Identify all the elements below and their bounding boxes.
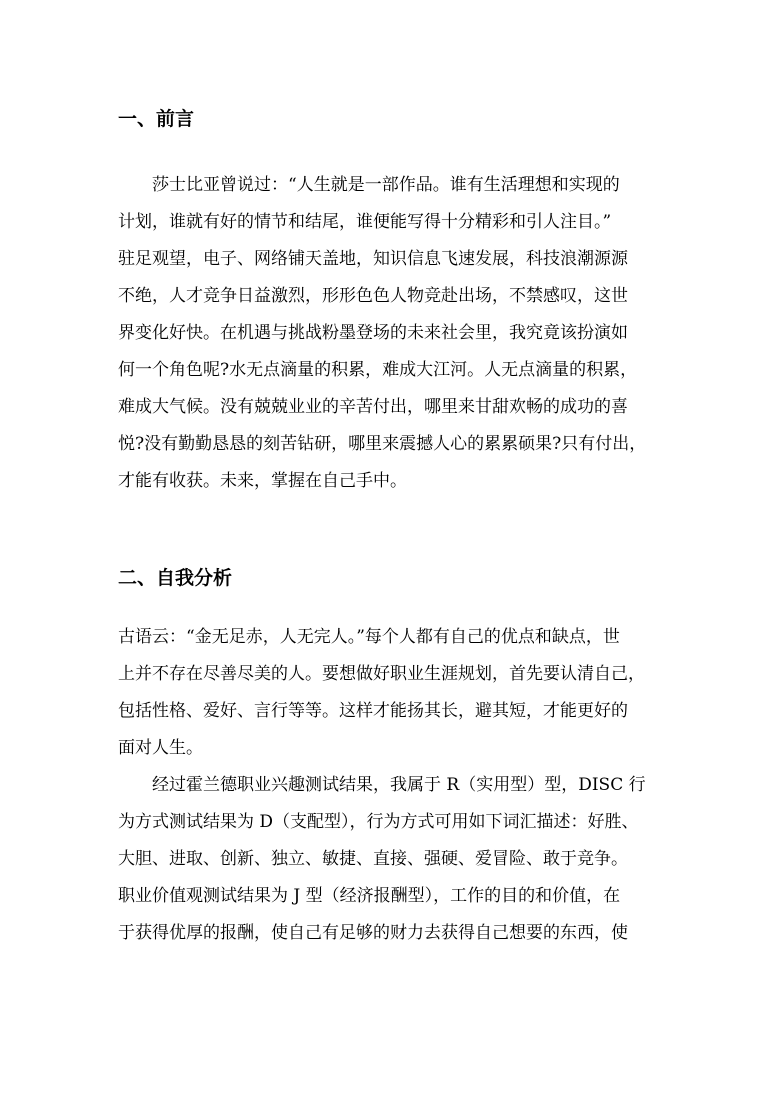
paragraph-preface bbox=[118, 167, 666, 500]
section-heading-self-analysis: 二、自我分析 bbox=[118, 567, 233, 589]
paragraph-line: 才能有收获。未来，掌握在自己手中。 bbox=[118, 471, 407, 491]
paragraph-self-analysis-intro bbox=[118, 619, 666, 767]
paragraph-line: 悦?没有勤勤恳恳的刻苦钻研，哪里来震撼人心的累累硕果?只有付出， bbox=[118, 434, 647, 454]
paragraph-line: 于获得优厚的报酬，使自己有足够的财力去获得自己想要的东西，使 bbox=[118, 923, 628, 943]
paragraph-line: 古语云：“金无足赤，人无完人。”每个人都有自己的优点和缺点，世 bbox=[118, 627, 620, 647]
paragraph-line: 难成大气候。没有兢兢业业的辛苦付出，哪里来甘甜欢畅的成功的喜 bbox=[118, 397, 628, 417]
paragraph-line: 驻足观望，电子、网络铺天盖地，知识信息飞速发展，科技浪潮源源 bbox=[118, 249, 628, 269]
paragraph-line: 面对人生。 bbox=[118, 738, 203, 758]
paragraph-test-results bbox=[118, 767, 666, 952]
paragraph-line: 大胆、进取、创新、独立、敏捷、直接、强硬、爱冒险、敢于竞争。 bbox=[118, 849, 628, 869]
paragraph-line: 包括性格、爱好、言行等等。这样才能扬其长，避其短，才能更好的 bbox=[118, 701, 628, 721]
section-heading-preface: 一、前言 bbox=[118, 108, 195, 130]
paragraph-line: 不绝，人才竞争日益激烈，形形色色人物竞赴出场，不禁感叹，这世 bbox=[118, 286, 628, 306]
paragraph-line: 莎士比亚曾说过：“人生就是一部作品。谁有生活理想和实现的 bbox=[152, 175, 620, 195]
paragraph-line: 界变化好快。在机遇与挑战粉墨登场的未来社会里，我究竟该扮演如 bbox=[118, 323, 628, 343]
paragraph-line: 何一个角色呢?水无点滴量的积累，难成大江河。人无点滴量的积累， bbox=[118, 360, 638, 380]
paragraph-line: 计划，谁就有好的情节和结尾，谁便能写得十分精彩和引人注目。” bbox=[118, 212, 612, 232]
paragraph-line: 职业价值观测试结果为 J 型（经济报酬型），工作的目的和价值，在 bbox=[118, 886, 621, 906]
paragraph-line: 经过霍兰德职业兴趣测试结果，我属于 R（实用型）型，DISC 行 bbox=[152, 775, 646, 795]
paragraph-line: 为方式测试结果为 D（支配型），行为方式可用如下词汇描述：好胜、 bbox=[118, 812, 639, 832]
paragraph-line: 上并不存在尽善尽美的人。要想做好职业生涯规划，首先要认清自己， bbox=[118, 664, 645, 684]
